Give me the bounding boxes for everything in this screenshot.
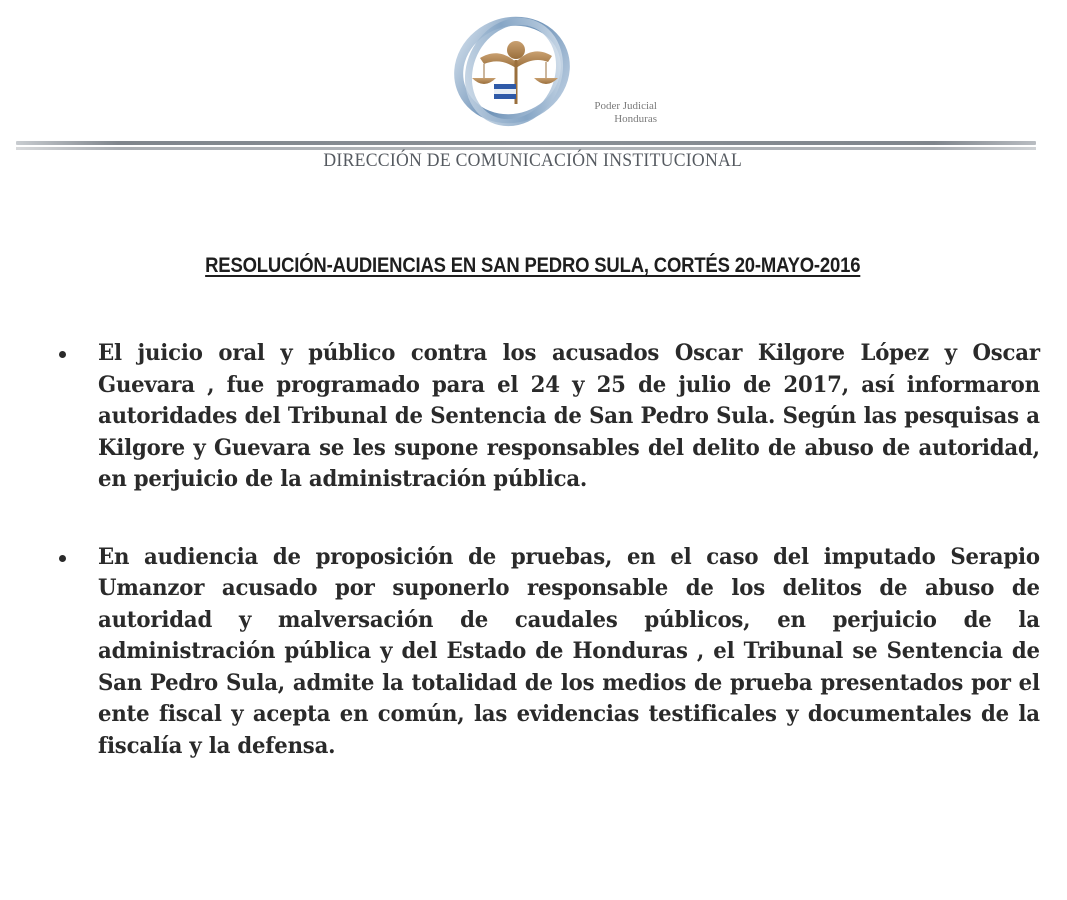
letterhead	[0, 0, 1067, 190]
bullet-icon	[59, 555, 66, 562]
resolution-item	[98, 338, 1040, 496]
resolution-item	[98, 542, 1040, 763]
logo-caption	[562, 100, 657, 126]
logo-caption-line2: Honduras	[614, 113, 657, 125]
poder-judicial-logo	[450, 12, 580, 130]
scales-of-justice-emblem-icon	[450, 12, 580, 130]
resolution-item-text: En audiencia de proposición de pruebas, en el caso del imputado Serapio Umanzor acusado por suponerlo responsable de los delitos de abuso de autoridad y malversación de caudales públicos, en perjuicio de la administración pública y del Estado de Honduras , el Tribunal se Sentencia de San Pedro Sula, admite la totalidad de los medios de prueba presentados por el ente fiscal y acepta en común, las evidencias testificales y documentales de la fiscalía y la defensa.	[98, 543, 1040, 759]
logo-caption-line1: Poder Judicial	[594, 100, 657, 112]
document-headline: RESOLUCIÓN-AUDIENCIAS EN SAN PEDRO SULA, CORTÉS 20-MAYO-2016	[205, 254, 861, 277]
bullet-icon	[59, 351, 66, 358]
resolution-item-text: El juicio oral y público contra los acusados Oscar Kilgore López y Oscar Guevara , fue programado para el 24 y 25 de julio de 2017, así informaron autoridades del Tribunal de Sentencia de San Pedro Sula. Según las pesquisas a Kilgore y Guevara se les supone responsables del delito de abuso de autoridad, en perjuicio de la administración pública.	[98, 340, 1040, 492]
department-name: DIRECCIÓN DE COMUNICACIÓN INSTITUCIONAL	[323, 150, 743, 171]
header-rule-top	[16, 141, 1036, 145]
resolution-list	[0, 338, 1067, 762]
